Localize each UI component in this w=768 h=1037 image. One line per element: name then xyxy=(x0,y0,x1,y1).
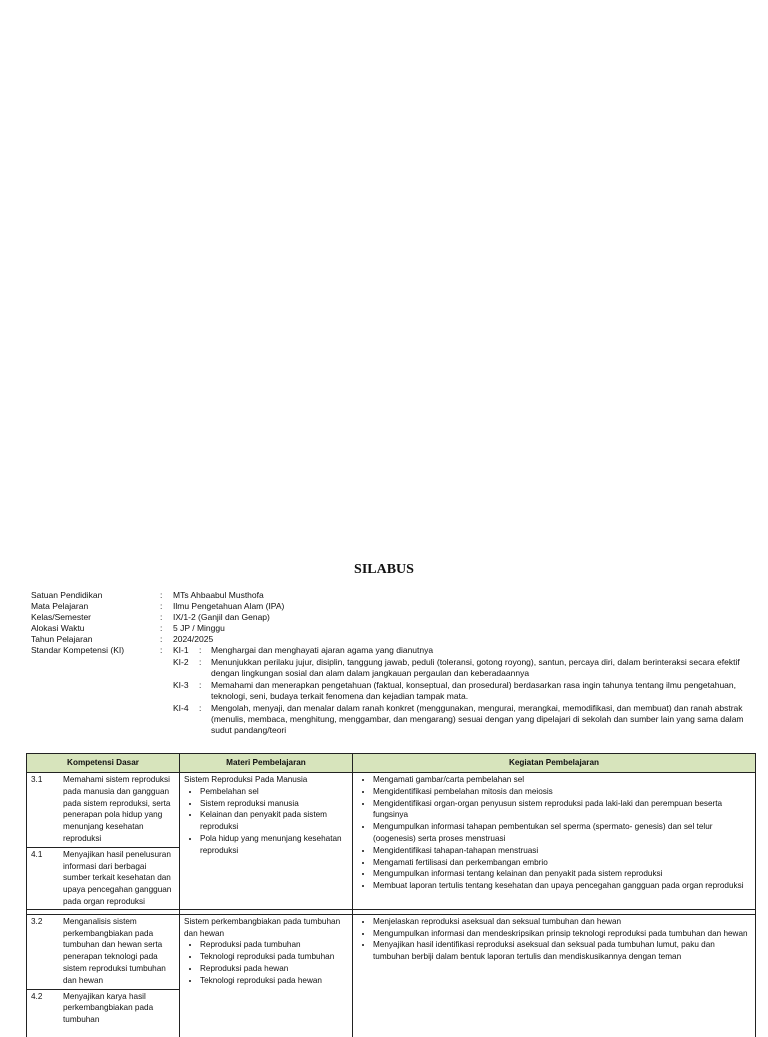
list-item: • Mengidentifikasi organ-organ penyusun sistem reproduksi pada laki-laki dan perempuan beserta fungsinya xyxy=(373,798,751,822)
list-item: • Membuat laporan tertulis tentang kesehatan dan upaya pencegahan gangguan pada organ reproduksi xyxy=(373,880,751,892)
kegiatan-cell xyxy=(353,914,756,1037)
materi-list xyxy=(184,786,348,857)
ki-row xyxy=(173,703,756,736)
list-item: • Mengamati gambar/carta pembelahan sel xyxy=(373,774,751,786)
ki-text: Menghargai dan menghayati ajaran agama yang dianutnya xyxy=(211,645,434,655)
info-value: IX/1-2 (Ganjil dan Genap) xyxy=(173,612,270,622)
info-label: Kelas/Semester xyxy=(31,612,91,622)
info-row-alokasi xyxy=(31,623,756,634)
ki-row xyxy=(173,680,756,702)
list-item: • Reproduksi pada tumbuhan xyxy=(200,939,348,951)
info-colon: : xyxy=(160,645,163,655)
list-item: • Kelainan dan penyakit pada sistem reproduksi xyxy=(200,809,348,833)
info-label: Tahun Pelajaran xyxy=(31,634,93,644)
kd-text: Menyajikan hasil penelusuran informasi dari berbagai sumber terkait kesehatan dan upaya pencegahan gangguan pada organ reproduksi xyxy=(63,849,172,906)
list-item: • Mengumpulkan informasi dan mendeskripsikan prinsip teknologi reproduksi pada tumbuhan dan hewan xyxy=(373,928,751,940)
ki-code: KI-2 xyxy=(173,657,189,667)
info-label: Standar Kompetensi (KI) xyxy=(31,645,125,655)
table-header-row xyxy=(27,754,756,773)
materi-cell xyxy=(180,914,353,1037)
info-value: MTs Ahbaabul Musthofa xyxy=(173,590,264,600)
ki-text: Mengolah, menyaji, dan menalar dalam ranah konkret (menggunakan, mengurai, merangkai, memodifikasi, dan membuat) dan ranah abstrak (menulis, membaca, menghitung, menggambar, dan mengarang) sesuai dengan yang dipelajari di sekolah dan sumber lain yang sama dalam sudut pandang/teori xyxy=(211,703,744,735)
materi-title: Sistem Reproduksi Pada Manusia xyxy=(184,775,308,784)
ki-colon: : xyxy=(199,645,202,655)
kd-item xyxy=(31,916,175,987)
list-item: • Pembelahan sel xyxy=(200,786,348,798)
syllabus-table xyxy=(26,753,756,1037)
kd-number: 3.2 xyxy=(31,916,43,926)
table-row xyxy=(27,914,756,1037)
info-row-satuan xyxy=(31,590,756,601)
list-item: • Sistem reproduksi manusia xyxy=(200,798,348,810)
kd-text: Menyajikan karya hasil perkembangbiakan pada tumbuhan xyxy=(63,991,154,1025)
list-item: • Teknologi reproduksi pada hewan xyxy=(200,975,348,987)
list-item: • Pola hidup yang menunjang kesehatan reproduksi xyxy=(200,833,348,857)
ki-colon: : xyxy=(199,680,202,690)
ki-code: KI-1 xyxy=(173,645,189,655)
ki-code: KI-3 xyxy=(173,680,189,690)
info-row-kelas xyxy=(31,612,756,623)
info-row-ki xyxy=(31,645,756,656)
info-row-tahun xyxy=(31,634,756,645)
list-item: • Reproduksi pada hewan xyxy=(200,963,348,975)
kd-number: 4.2 xyxy=(31,991,43,1001)
kd-cell xyxy=(27,773,180,910)
header-kompetensi-dasar: Kompetensi Dasar xyxy=(27,754,180,773)
list-item: • Menyajikan hasil identifikasi reproduksi aseksual dan seksual pada tumbuhan lumut, paku dan tumbuhan berbiji dalam bentuk laporan tertulis dan mendiskusikannya dengan teman xyxy=(373,939,751,963)
info-colon: : xyxy=(160,634,163,644)
header-materi-pembelajaran: Materi Pembelajaran xyxy=(180,754,353,773)
kd-item xyxy=(31,774,175,845)
ki-text: Menunjukkan perilaku jujur, disiplin, tanggung jawab, peduli (toleransi, gotong royong), santun, percaya diri, dalam berinteraksi secara efektif dengan lingkungan sosial dan alam dalam jangkauan pergaulan dan keberadaannya xyxy=(211,657,740,678)
info-label: Satuan Pendidikan xyxy=(31,590,103,600)
kd-text: Memahami sistem reproduksi pada manusia dan gangguan pada sistem reproduksi, serta penerapan pola hidup yang menunjang kesehatan reproduksi xyxy=(63,775,171,843)
table-row xyxy=(27,773,756,910)
list-item: • Mengidentifikasi pembelahan mitosis dan meiosis xyxy=(373,786,751,798)
ki-colon: : xyxy=(199,657,202,667)
ki-row xyxy=(173,657,756,679)
kd-item xyxy=(27,847,179,908)
info-label: Mata Pelajaran xyxy=(31,601,89,611)
page-title: SILABUS xyxy=(354,562,414,577)
info-colon: : xyxy=(160,590,163,600)
info-colon: : xyxy=(160,612,163,622)
info-colon: : xyxy=(160,601,163,611)
list-item: • Mengidentifikasi tahapan-tahapan menstruasi xyxy=(373,845,751,857)
list-item: • Menjelaskan reproduksi aseksual dan seksual tumbuhan dan hewan xyxy=(373,916,751,928)
ki-colon: : xyxy=(199,703,202,713)
kd-item xyxy=(27,989,179,1026)
info-value: 5 JP / Minggu xyxy=(173,623,225,633)
info-block xyxy=(31,590,756,736)
ki-text: Memahami dan menerapkan pengetahuan (faktual, konseptual, dan prosedural) berdasarkan rasa ingin tahunya tentang ilmu pengetahuan, teknologi, seni, budaya terkait fenomena dan kejadian tampak mata. xyxy=(211,680,736,701)
materi-title: Sistem perkembangbiakan pada tumbuhan dan hewan xyxy=(184,916,341,938)
info-value: 2024/2025 xyxy=(173,634,214,644)
kegiatan-list xyxy=(357,774,751,892)
ki-code: KI-4 xyxy=(173,703,189,713)
materi-cell xyxy=(180,773,353,910)
info-label: Alokasi Waktu xyxy=(31,623,85,633)
kegiatan-list xyxy=(357,916,751,963)
info-value: Ilmu Pengetahuan Alam (IPA) xyxy=(173,601,285,611)
info-colon: : xyxy=(160,623,163,633)
list-item: • Mengumpulkan informasi tahapan pembentukan sel sperma (spermato- genesis) dan sel telur (oogenesis) serta proses menstruasi xyxy=(373,821,751,845)
kd-cell xyxy=(27,914,180,1037)
ki-row xyxy=(173,645,756,656)
materi-list xyxy=(184,939,348,986)
list-item: • Teknologi reproduksi pada tumbuhan xyxy=(200,951,348,963)
kegiatan-cell xyxy=(353,773,756,910)
header-kegiatan-pembelajaran: Kegiatan Pembelajaran xyxy=(353,754,756,773)
kd-number: 3.1 xyxy=(31,775,43,784)
kd-text: Menganalisis sistem perkembangbiakan pada tumbuhan dan hewan serta penerapan teknologi pada sistem reproduksi tumbuhan dan hewan xyxy=(63,916,166,985)
info-row-mapel xyxy=(31,601,756,612)
kd-number: 4.1 xyxy=(31,849,43,859)
list-item: • Mengamati fertilisasi dan perkembangan embrio xyxy=(373,857,751,869)
list-item: • Mengumpulkan informasi tentang kelainan dan penyakit pada sistem reproduksi xyxy=(373,868,751,880)
